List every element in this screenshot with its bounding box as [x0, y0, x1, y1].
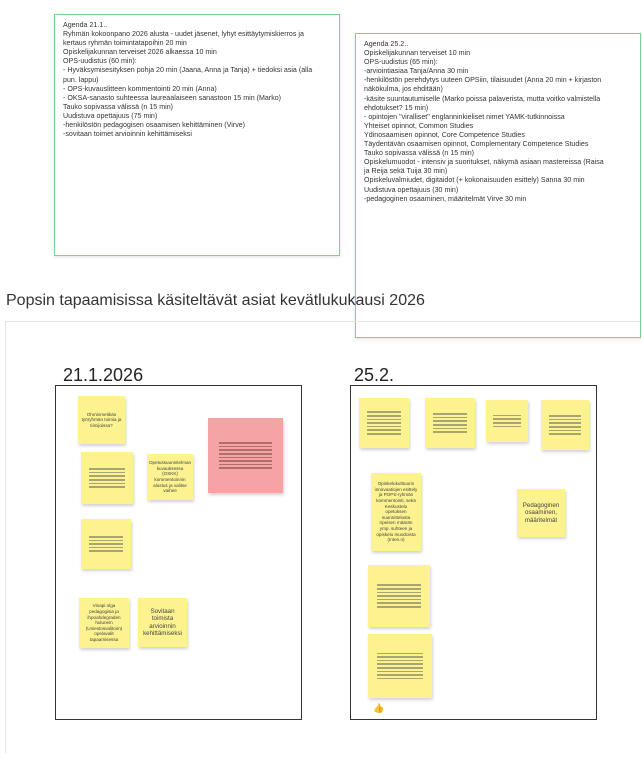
agenda-line: -henkilöstön perehdytys uuteen OPSiin, tilaisuudet (Anna 20 min + kirjaston	[364, 76, 602, 85]
sticky-note[interactable]	[359, 398, 409, 448]
sticky-note-lines	[89, 536, 123, 552]
agenda-line: Tauko sopivassa välissä (n 15 min)	[364, 149, 475, 158]
sticky-note-text: Ohminmetikäo työryhmän toimia ja tiimijoissa?	[81, 411, 122, 428]
agenda-line: Yhteiset opinnot, Common Studies	[364, 121, 474, 130]
sticky-note-lines	[493, 415, 521, 427]
agenda-line: -pedagoginen osaaminen, määritelmät Virve 30 min	[364, 194, 527, 203]
agenda-line: näkökulma, jos ehditään)	[364, 85, 443, 94]
board-panel-25-2[interactable]	[350, 385, 597, 720]
agenda-line: - OPS-kuvauslitteen kommentointi 20 min (Anna)	[63, 84, 217, 93]
sticky-note[interactable]	[541, 400, 589, 450]
sticky-note[interactable]	[79, 598, 129, 648]
agenda-line: -käsite suuntautumiselle (Marko poissa palaverista, mutta voitko valmistella	[364, 94, 601, 103]
sticky-note-lines	[433, 413, 467, 433]
agenda-line: - Hyväksymisesityksen pohja 20 min (Jaana, Anna ja Tanja) + tiedoksi asia (alla	[63, 66, 313, 75]
sticky-note-text: Pedagoginen osaaminen, määritelmät	[522, 501, 560, 524]
sticky-note[interactable]	[517, 489, 565, 537]
agenda-line: - OKSA-sanasto suhteessa laureaalaiseen sanastoon 15 min (Marko)	[63, 93, 282, 102]
sticky-note[interactable]	[138, 598, 187, 647]
sticky-note-lines	[377, 584, 421, 607]
sticky-note[interactable]	[486, 400, 528, 442]
sticky-note-lines	[367, 411, 401, 434]
agenda-line: -arviointiasiaa Tanja/Anna 30 min	[364, 67, 469, 76]
agenda-line: -sovitaan toimet arvioinnin kehittämiseksi	[63, 130, 192, 139]
thumbs-up-icon[interactable]: 👍	[373, 703, 385, 713]
board-panel-21-1[interactable]	[55, 385, 302, 720]
agenda-line: Ryhmän kokoonpano 2026 alusta - uudet jäsenet, lyhyt esittäytymiskierros ja	[63, 30, 304, 39]
date-heading-25-2: 25.2.	[354, 365, 395, 385]
agenda-line: Uudistuva opettajuus (30 min)	[364, 185, 459, 194]
agenda-line: Opiskelijakunnan terveiset 10 min	[364, 49, 471, 58]
agenda-line: Ydinosaamisen opinnot, Core Competence Studies	[364, 130, 525, 139]
agenda-line: Agenda 21.1..	[63, 21, 108, 29]
sticky-note-text: Vinapi olga pedagogisia ja ihpoahdegraden hulunein (Uniestosvalitoim) opelavalit tapaamisessa	[85, 603, 123, 642]
agenda-line: kertaus ryhmän toimintatapoihin 20 min	[63, 39, 187, 48]
board-title: Popsin tapaamisissa käsiteltävät asiat kevätlukukausi 2026	[6, 292, 425, 309]
sticky-note-text: Opiskelukulttuurin innovaatiojen esittely ja POPS-ryhmän kommentointi, sekä Keskustelu opetuksen suunnittelusta ripeisen määrän ymp. suhteen ja opiskelu muodoista (Inten.n)	[374, 481, 418, 543]
sticky-note-lines	[549, 415, 582, 435]
sticky-note-red[interactable]	[208, 418, 283, 493]
agenda-line: Opiskelumuodot - intensiv ja suoritukset, näkymä asiaan mastereissa (Raisa	[364, 158, 604, 167]
sticky-note[interactable]	[147, 454, 193, 500]
agenda-line: OPS-uudistus (65 min):	[364, 58, 438, 67]
sticky-note[interactable]	[81, 452, 133, 504]
agenda-line: pun. lappu)	[63, 75, 99, 84]
agenda-line: Uudistuva opettajuus (75 min)	[63, 111, 158, 120]
agenda-line: Agenda 25.2..	[364, 40, 409, 48]
agenda-line: Opiskeluvalmiudet, digitaidot (+ kokonaisuuden esittely) Sanna 30 min	[364, 176, 585, 185]
sticky-note[interactable]	[371, 473, 421, 551]
sticky-note[interactable]	[78, 396, 125, 444]
sticky-note[interactable]	[368, 634, 432, 698]
sticky-note[interactable]	[425, 398, 475, 448]
agenda-line: ehdotukset? 15 min)	[364, 103, 429, 112]
agenda-card-21-1[interactable]	[54, 14, 340, 256]
agenda-line: Tauko sopivassa välissä (n 15 min)	[63, 102, 174, 111]
sticky-note-lines	[89, 468, 125, 488]
sticky-note-lines	[377, 653, 422, 680]
sticky-note[interactable]	[81, 519, 131, 569]
sticky-note-lines	[219, 442, 273, 469]
agenda-line: - opintojen "viralliset" englanninkieliset nimet YAMK-tutkinnoissa	[364, 112, 565, 121]
sticky-note-text: Opetussuunnitelman kuvauksessa (OSKK) kommentoinnin alustus ja valitse vaihee	[148, 460, 192, 494]
agenda-line: Täydentävän osaamisen opinnot, Complementary Competence Studies	[364, 140, 589, 149]
agenda-line: -henkilöstön pedagogisen osaamisen kehittäminen (Virve)	[63, 121, 246, 130]
agenda-line: OPS-uudistus (60 min):	[63, 57, 137, 66]
sticky-note-text: Sovitaan toimista arvioinnin kehittämiseksi	[143, 607, 182, 637]
date-heading-21-1: 21.1.2026	[63, 365, 144, 385]
sticky-note[interactable]	[368, 565, 430, 627]
agenda-line: Opiskelijakunnan terveiset 2026 alkaessa 10 min	[63, 48, 217, 57]
agenda-line: ja Reija sekä Tuija 30 min)	[364, 167, 448, 176]
